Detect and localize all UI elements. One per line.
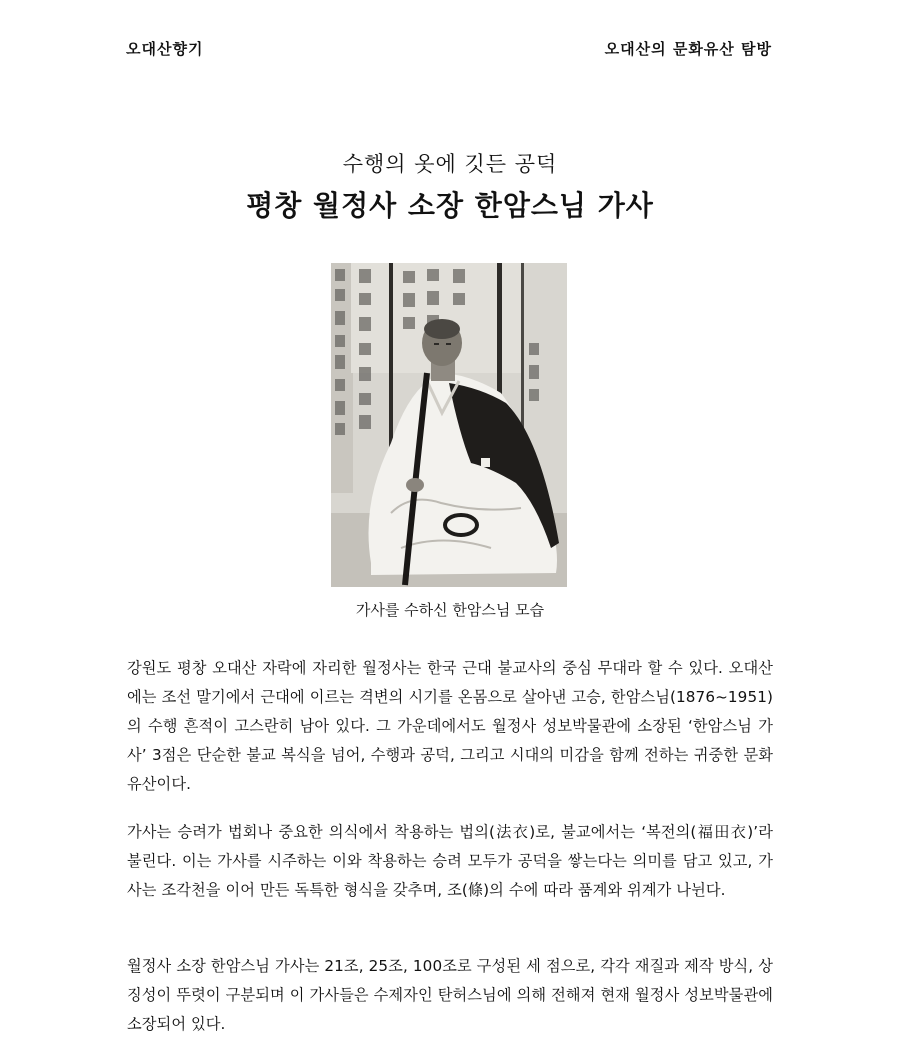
header-section-name: 오대산의 문화유산 탐방	[604, 40, 772, 58]
photo-caption: 가사를 수하신 한암스님 모습	[355, 601, 545, 619]
article-subtitle: 수행의 옷에 깃든 공덕	[342, 152, 558, 176]
article-title: 평창 월정사 소장 한암스님 가사	[246, 189, 654, 222]
body-paragraph-2: 가사는 승려가 법회나 중요한 의식에서 착용하는 법의(法衣)로, 불교에서는 ‘복전의(福田衣)’라 불린다. 이는 가사를 시주하는 이와 착용하는 승려 모두가 공덕을 쌓는다는 의미를 담고 있고, 가사는 조각천을 이어 만든 독특한 형식을 갖추며, 조(條)의 수에 따라 품계와 위계가 나뉜다.	[127, 823, 773, 899]
monk-portrait-photo	[331, 263, 567, 587]
header-site-name: 오대산향기	[126, 40, 204, 58]
body-paragraph-3: 월정사 소장 한암스님 가사는 21조, 25조, 100조로 구성된 세 점으로, 각각 재질과 제작 방식, 상징성이 뚜렷이 구분되며 이 가사들은 수제자인 탄허스님에 의해 전해져 현재 월정사 성보박물관에 소장되어 있다.	[127, 957, 773, 1033]
body-paragraph-1: 강원도 평창 오대산 자락에 자리한 월정사는 한국 근대 불교사의 중심 무대라 할 수 있다. 오대산에는 조선 말기에서 근대에 이르는 격변의 시기를 온몸으로 살아낸 고승, 한암스님(1876~1951)의 수행 흔적이 고스란히 남아 있다. 그 가운데에서도 월정사 성보박물관에 소장된 ‘한암스님 가사’ 3점은 단순한 불교 복식을 넘어, 수행과 공덕, 그리고 시대의 미감을 함께 전하는 귀중한 문화유산이다.	[127, 659, 773, 793]
